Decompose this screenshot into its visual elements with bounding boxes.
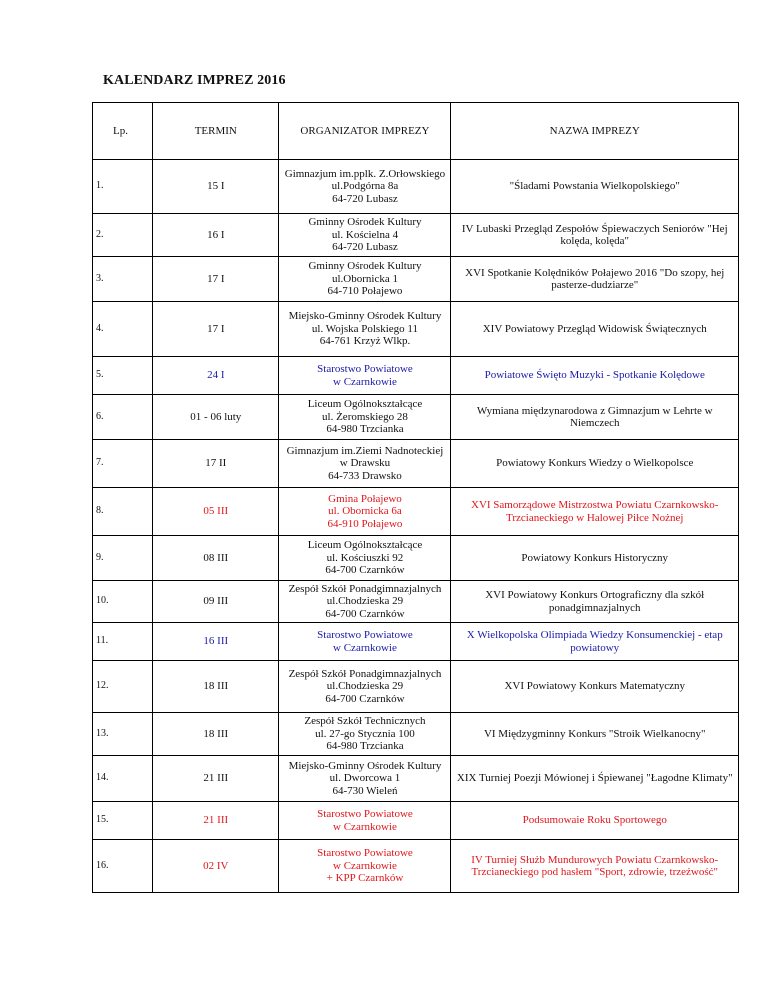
- organizer-line: w Czarnkowie: [333, 859, 397, 872]
- row-number: 16.: [93, 840, 153, 893]
- row-number: 12.: [93, 661, 153, 713]
- organizer-line: Liceum Ogólnokształcące: [307, 398, 423, 411]
- organizer-line: w Drawsku: [339, 457, 391, 470]
- organizer-line: Gminny Ośrodek Kultury: [308, 260, 422, 273]
- organizer-line: ul. Wojska Polskiego 11: [311, 322, 418, 335]
- table-row: [93, 302, 739, 357]
- event-date: 02 IV: [153, 840, 279, 893]
- event-name: X Wielkopolska Olimpiada Wiedzy Konsumenckiej - etap powiatowy: [451, 623, 739, 661]
- row-number: 13.: [93, 713, 153, 756]
- event-date: 16 I: [153, 214, 279, 257]
- organizer-line: Starostwo Powiatowe: [317, 629, 413, 641]
- event-date: 21 III: [153, 802, 279, 840]
- event-name: Powiatowy Konkurs Wiedzy o Wielkopolsce: [451, 440, 739, 488]
- organizer-line: Gminny Ośrodek Kultury: [308, 216, 422, 229]
- event-organizer: [279, 440, 451, 488]
- organizer-line: Gimnazjum im.pplk. Z.Orłowskiego: [284, 167, 446, 180]
- table-row: [93, 488, 739, 536]
- organizer-line: 64-910 Połajewo: [327, 517, 403, 530]
- row-number: 2.: [93, 214, 153, 257]
- table-row: [93, 395, 739, 440]
- organizer-line: 64-980 Trzcianka: [326, 423, 404, 436]
- row-number: 1.: [93, 160, 153, 214]
- row-number: 4.: [93, 302, 153, 357]
- organizer-line: 64-761 Krzyż Wlkp.: [319, 335, 411, 348]
- event-organizer: [279, 536, 451, 581]
- event-name: "Śladami Powstania Wielkopolskiego": [451, 160, 739, 214]
- organizer-line: ul. Żeromskiego 28: [322, 410, 408, 423]
- row-number: 11.: [93, 623, 153, 661]
- event-name: Powiatowy Konkurs Historyczny: [451, 536, 739, 581]
- organizer-line: w Czarnkowie: [333, 375, 397, 388]
- event-organizer: [279, 488, 451, 536]
- event-organizer: [279, 581, 451, 623]
- table-row: [93, 440, 739, 488]
- event-organizer: [279, 214, 451, 257]
- event-date: 01 - 06 luty: [153, 395, 279, 440]
- organizer-line: 64-700 Czarnków: [325, 692, 405, 705]
- event-date: 24 I: [153, 357, 279, 395]
- event-date: 16 III: [153, 623, 279, 661]
- event-name: Podsumowaie Roku Sportowego: [451, 802, 739, 840]
- column-header-event-name: NAZWA IMPREZY: [451, 103, 739, 160]
- event-date: 18 III: [153, 661, 279, 713]
- table-row: [93, 713, 739, 756]
- organizer-line: 64-720 Lubasz: [332, 241, 398, 254]
- column-header-organizer: ORGANIZATOR IMPREZY: [279, 103, 451, 160]
- table-row: [93, 357, 739, 395]
- row-number: 15.: [93, 802, 153, 840]
- event-name: XVI Powiatowy Konkurs Ortograficzny dla szkół ponadgimnazjalnych: [451, 581, 739, 623]
- table-row: [93, 257, 739, 302]
- table-row: [93, 581, 739, 623]
- organizer-line: ul. Kościelna 4: [331, 228, 399, 241]
- organizer-line: 64-710 Połajewo: [327, 285, 403, 298]
- row-number: 10.: [93, 581, 153, 623]
- column-header-lp: Lp.: [93, 103, 153, 160]
- row-number: 3.: [93, 257, 153, 302]
- organizer-line: Starostwo Powiatowe: [317, 363, 413, 375]
- event-date: 18 III: [153, 713, 279, 756]
- table-row: [93, 214, 739, 257]
- organizer-line: 64-730 Wieleń: [332, 784, 398, 797]
- row-number: 14.: [93, 756, 153, 802]
- row-number: 9.: [93, 536, 153, 581]
- organizer-line: 64-720 Lubasz: [332, 192, 398, 205]
- organizer-line: Gmina Połajewo: [328, 492, 402, 505]
- table-row: [93, 623, 739, 661]
- row-number: 6.: [93, 395, 153, 440]
- organizer-line: 64-700 Czarnków: [325, 564, 405, 577]
- page-title: KALENDARZ IMPREZ 2016: [103, 73, 286, 88]
- table-row: [93, 756, 739, 802]
- event-name: IV Lubaski Przegląd Zespołów Śpiewaczych Seniorów "Hej kolęda, kolęda": [451, 214, 739, 257]
- event-name: XIV Powiatowy Przegląd Widowisk Świątecznych: [451, 302, 739, 357]
- row-number: 8.: [93, 488, 153, 536]
- event-organizer: [279, 713, 451, 756]
- event-name: XVI Spotkanie Kolędników Połajewo 2016 "Do szopy, hej pasterze-dudziarze": [451, 257, 739, 302]
- organizer-line: w Czarnkowie: [333, 641, 397, 654]
- event-name: Powiatowe Święto Muzyki - Spotkanie Kolędowe: [451, 357, 739, 395]
- organizer-line: 64-733 Drawsko: [328, 469, 402, 482]
- event-date: 17 II: [153, 440, 279, 488]
- organizer-line: ul.Chodzieska 29: [326, 680, 404, 693]
- event-name: XVI Powiatowy Konkurs Matematyczny: [451, 661, 739, 713]
- row-number: 7.: [93, 440, 153, 488]
- event-name: VI Międzygminny Konkurs "Stroik Wielkanocny": [451, 713, 739, 756]
- event-date: 09 III: [153, 581, 279, 623]
- organizer-line: w Czarnkowie: [333, 820, 397, 833]
- event-organizer: [279, 756, 451, 802]
- row-number: 5.: [93, 357, 153, 395]
- organizer-line: Miejsko-Gminny Ośrodek Kultury: [288, 310, 442, 323]
- event-organizer: [279, 802, 451, 840]
- table-row: [93, 661, 739, 713]
- event-organizer: [279, 840, 451, 893]
- event-organizer: [279, 357, 451, 395]
- table-row: [93, 802, 739, 840]
- event-date: 17 I: [153, 257, 279, 302]
- event-name: XVI Samorządowe Mistrzostwa Powiatu Czarnkowsko-Trzcianeckiego w Halowej Piłce Nożnej: [451, 488, 739, 536]
- event-name: Wymiana międzynarodowa z Gimnazjum w Lehrte w Niemczech: [451, 395, 739, 440]
- event-organizer: [279, 160, 451, 214]
- table-row: [93, 536, 739, 581]
- organizer-line: 64-980 Trzcianka: [326, 740, 404, 753]
- organizer-line: Zespół Szkół Technicznych: [304, 715, 426, 728]
- event-date: 08 III: [153, 536, 279, 581]
- organizer-line: ul. 27-go Stycznia 100: [315, 727, 415, 740]
- events-table: [92, 102, 739, 893]
- event-organizer: [279, 661, 451, 713]
- event-date: 05 III: [153, 488, 279, 536]
- organizer-line: Miejsko-Gminny Ośrodek Kultury: [288, 759, 442, 772]
- event-organizer: [279, 395, 451, 440]
- organizer-line: ul.Podgórna 8a: [331, 180, 399, 193]
- organizer-line: Liceum Ogólnokształcące: [307, 539, 423, 552]
- organizer-line: 64-700 Czarnków: [325, 607, 405, 620]
- organizer-line: ul.Chodzieska 29: [326, 595, 404, 608]
- event-date: 17 I: [153, 302, 279, 357]
- event-organizer: [279, 257, 451, 302]
- event-organizer: [279, 302, 451, 357]
- event-date: 15 I: [153, 160, 279, 214]
- event-organizer: [279, 623, 451, 661]
- organizer-line: Zespół Szkół Ponadgimnazjalnych: [288, 667, 442, 680]
- event-name: IV Turniej Służb Mundurowych Powiatu Czarnkowsko-Trzcianeckiego pod hasłem "Sport, zdrowie, trzeźwość": [451, 840, 739, 893]
- event-date: 21 III: [153, 756, 279, 802]
- event-name: XIX Turniej Poezji Mówionej i Śpiewanej "Łagodne Klimaty": [451, 756, 739, 802]
- organizer-line: Starostwo Powiatowe: [317, 847, 413, 860]
- header-row: [93, 103, 739, 160]
- organizer-line: Gimnazjum im.Ziemi Nadnoteckiej: [286, 444, 444, 457]
- column-header-term: TERMIN: [153, 103, 279, 160]
- organizer-line: ul. Obornicka 6a: [328, 505, 402, 518]
- organizer-line: Zespół Szkół Ponadgimnazjalnych: [288, 582, 442, 595]
- organizer-line: ul.Obornicka 1: [331, 272, 398, 285]
- organizer-line: ul. Kościuszki 92: [326, 551, 404, 564]
- organizer-line: + KPP Czarnków: [326, 872, 404, 885]
- organizer-line: ul. Dworcowa 1: [329, 772, 401, 785]
- organizer-line: Starostwo Powiatowe: [317, 808, 413, 820]
- table-row: [93, 160, 739, 214]
- table-row: [93, 840, 739, 893]
